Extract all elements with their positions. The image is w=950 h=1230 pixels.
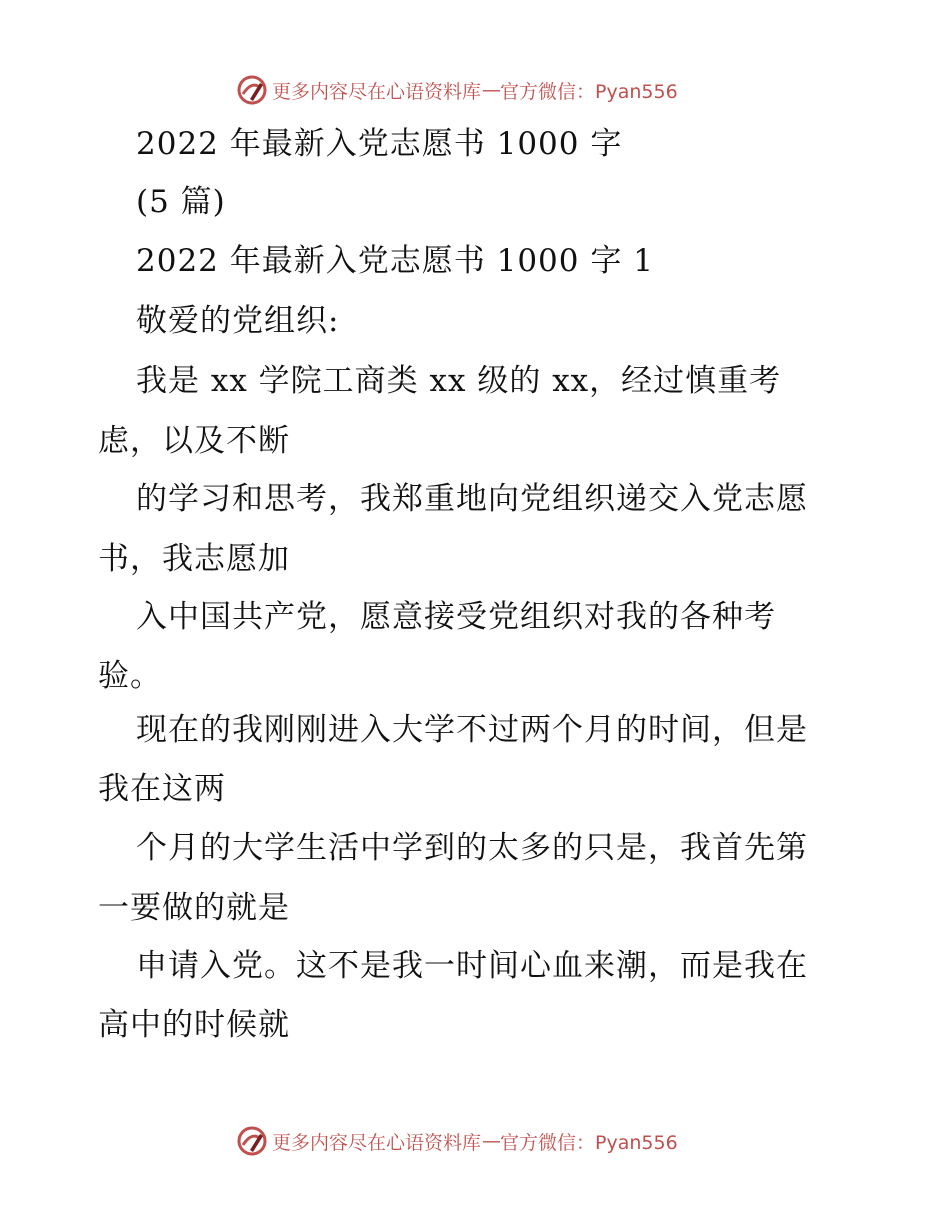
document-subtitle: (5 篇)	[136, 184, 226, 220]
paragraph-line: 个月的大学生活中学到的太多的只是，我首先第	[136, 830, 808, 866]
logo-icon	[236, 1125, 268, 1157]
paragraph-line: 入中国共产党，愿意接受党组织对我的各种考	[136, 599, 776, 635]
banner-separator: —	[482, 79, 500, 101]
paragraph-line: 验。	[98, 658, 162, 694]
footer-banner	[236, 1123, 678, 1159]
paragraph-line: 高中的时候就	[98, 1007, 290, 1043]
paragraph-line: 现在的我刚刚进入大学不过两个月的时间，但是	[136, 712, 808, 748]
paragraph-line: 书，我志愿加	[98, 541, 290, 577]
banner-contact: 官方微信：Pyan556	[500, 80, 678, 103]
document-title: 2022 年最新入党志愿书 1000 字	[136, 126, 623, 162]
paragraph-line: 虑，以及不断	[98, 423, 290, 459]
paragraph-line: 我在这两	[98, 771, 226, 807]
header-banner	[236, 72, 678, 108]
banner-contact: 官方微信：Pyan556	[500, 1131, 678, 1154]
paragraph-line: 一要做的就是	[98, 890, 290, 926]
banner-separator: —	[482, 1130, 500, 1152]
paragraph-line: 申请入党。这不是我一时间心血来潮，而是我在	[136, 948, 808, 984]
banner-text: 更多内容尽在心语资料库	[272, 80, 482, 103]
section-heading: 2022 年最新入党志愿书 1000 字 1	[136, 243, 654, 279]
banner-text: 更多内容尽在心语资料库	[272, 1131, 482, 1154]
paragraph-line: 的学习和思考，我郑重地向党组织递交入党志愿	[136, 481, 808, 517]
paragraph-line: 我是 xx 学院工商类 xx 级的 xx，经过慎重考	[136, 363, 782, 399]
salutation: 敬爱的党组织:	[136, 303, 340, 339]
logo-icon	[236, 74, 268, 106]
